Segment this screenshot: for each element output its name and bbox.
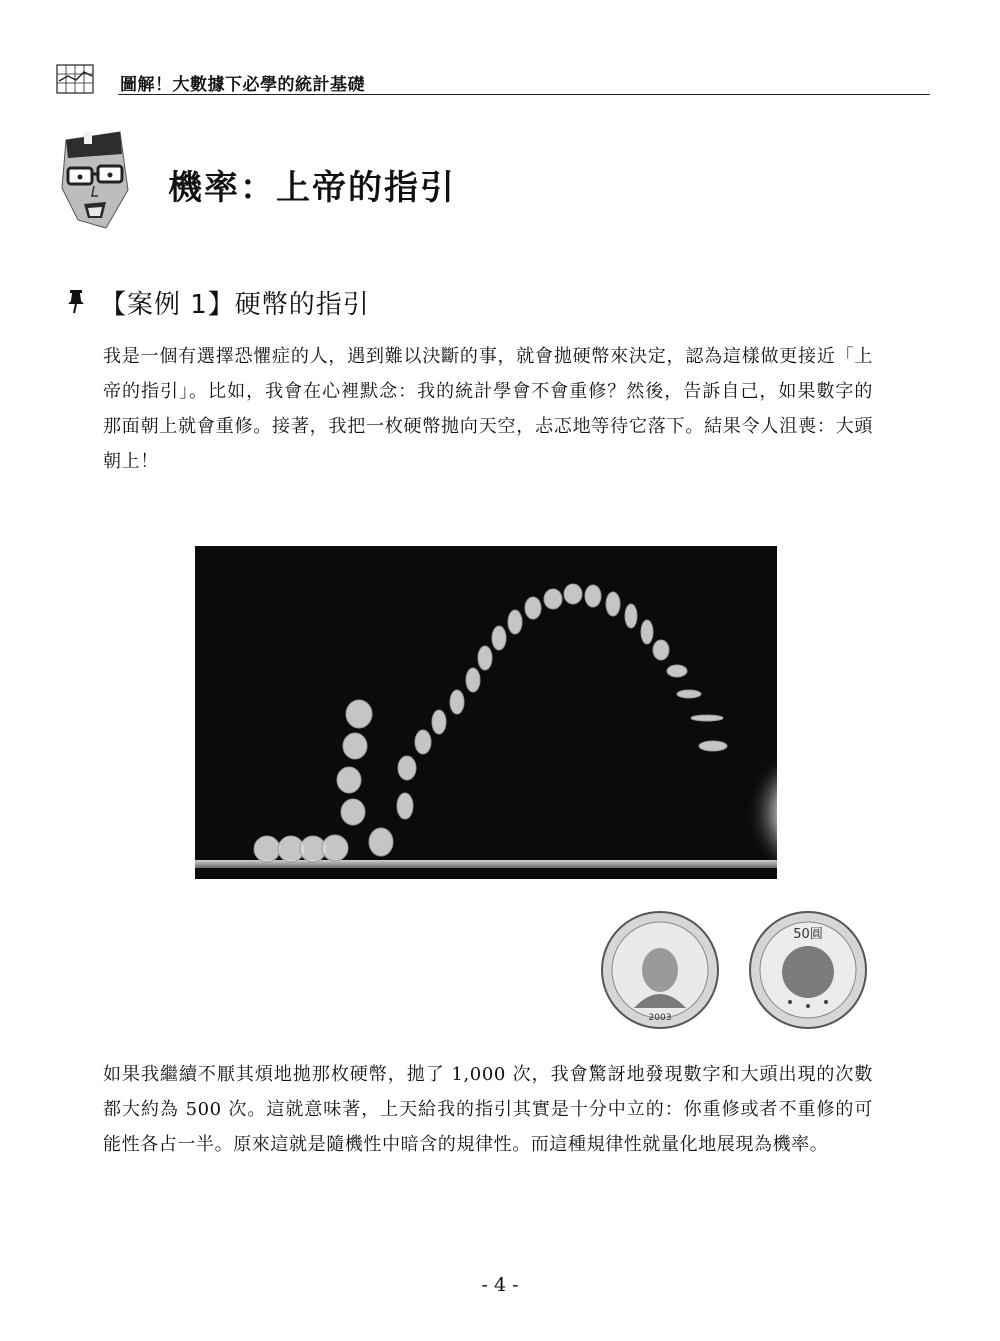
body-paragraph-1: 我是一個有選擇恐懼症的人，遇到難以決斷的事，就會拋硬幣來決定，認為這樣做更接近「上帝的指引」。比如，我會在心裡默念：我的統計學會不會重修？然後，告訴自己，如果數字的那面朝上就會重修。接著，我把一枚硬幣拋向天空，忐忑地等待它落下。結果令人沮喪：大頭朝上！ <box>103 346 873 472</box>
coin-back <box>750 912 866 1028</box>
pushpin-icon <box>66 288 88 314</box>
coin-front-year: 2003 <box>648 1013 672 1023</box>
taiwan-50-dollar-coins-image <box>600 908 868 1032</box>
running-header-title: 圖解！大數據下必學的統計基礎 <box>120 75 365 95</box>
glasses-man-icon <box>58 128 134 232</box>
body-paragraph-2: 如果我繼續不厭其煩地拋那枚硬幣，拋了 1,000 次，我會驚訝地發現數字和大頭出現的次數都大約為 500 次。這就意味著，上天給我的指引其實是十分中立的：你重修或者不重修的可能性各占一半。原來這就是隨機性中暗含的規律性。而這種規律性就量化地展現為機率。 <box>103 1064 873 1155</box>
coin-front <box>602 912 718 1028</box>
line-chart-icon <box>56 64 94 94</box>
header-divider <box>118 94 930 95</box>
chapter-title: 機率：上帝的指引 <box>168 168 456 208</box>
coin-back-value: 50圓 <box>793 927 823 942</box>
coin-toss-photo <box>195 546 777 879</box>
page-number: - 4 - <box>481 1274 519 1296</box>
section-title: 【案例 1】硬幣的指引 <box>100 290 370 320</box>
